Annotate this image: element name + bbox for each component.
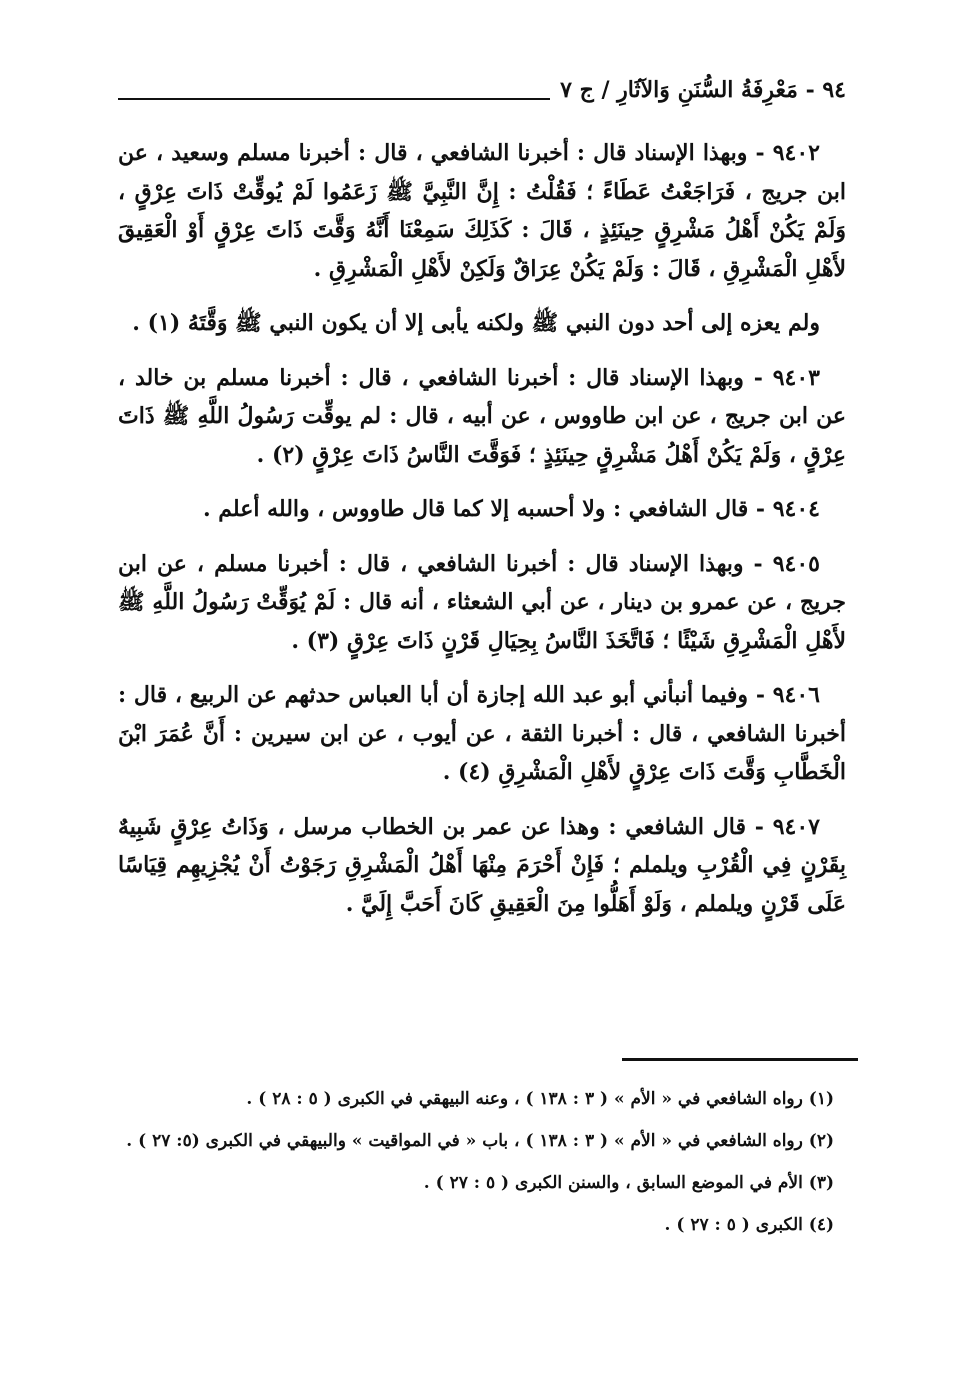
paragraph-9402: ٩٤٠٢ - وبهذا الإسناد قال : أخبرنا الشافعي ، قال : أخبرنا مسلم وسعيد ، عن ابن جريج ، فَرَاجَعْتُ عَطَاءً ؛ فَقُلْتُ : إِنَّ النَّبِيَّ ﷺ زَعَمُوا لَمْ يُوقِّتْ ذَاتَ عِرْقٍ ، وَلَمْ يَكُنْ أَهْلُ مَشْرِقٍ حِينَئِذٍ ، قَالَ : كَذَلِكَ سَمِعْنَا أَنَّهُ وَقَّتَ ذَاتَ عِرْقٍ أَوْ الْعَقِيقَ لأَهْلِ الْمَشْرِقِ ، قَالَ : وَلَمْ يَكُنْ عِرَاقٌ وَلَكِنْ لأَهْلِ الْمَشْرِقِ . <box>118 140 846 282</box>
paragraph-9405: ٩٤٠٥ - وبهذا الإسناد قال : أخبرنا الشافعي ، قال : أخبرنا مسلم ، عن ابن جريج ، عن عمرو بن دينار ، عن أبي الشعثاء ، أنه قال : لَمْ يُوَقِّتْ رَسُولُ اللَّهِ ﷺ لأَهْلِ الْمَشْرِقِ شَيْئًا ؛ فَاتَّخَذَ النَّاسُ بِحِيَالِ قَرْنٍ ذَاتَ عِرْقٍ (٣) . <box>118 550 846 654</box>
footnote-1: (١) رواه الشافعي في « الأم » ( ٣ : ١٣٨ ) ، وعنه البيهقي في الكبرى ( ٥ : ٢٨ ) . <box>246 1089 834 1109</box>
paragraph-9407: ٩٤٠٧ - قال الشافعي : وهذا عن عمر بن الخطاب مرسل ، وَذَاتُ عِرْقٍ شَبِيهٌ بِقَرْنٍ فِي الْقُرْبِ ويلملم ؛ فَإِنْ أَحْرَمَ مِنْهَا أَهْلُ الْمَشْرِقِ رَجَوْتُ أَنْ يُجْزِيهِم قِيَاسًا عَلَى قَرْنٍ ويلملم ، وَلَوْ أَهَلُّوا مِنَ الْعَقِيقِ كَانَ أَحَبَّ إِلَيَّ . <box>118 813 846 917</box>
paragraph-commentary: ولم يعزه إلى أحد دون النبي ﷺ ولكنه يأبى إلا أن يكون النبي ﷺ وَقَّتَهُ (١) . <box>132 310 820 336</box>
footnote-4: (٤) الكبرى ( ٥ : ٢٧ ) . <box>664 1215 834 1235</box>
paragraph-9406: ٩٤٠٦ - وفيما أنبأني أبو عبد الله إجازة أن أبا العباس حدثهم عن الربيع ، قال : أخبرنا الشافعي ، قال : أخبرنا الثقة ، عن أيوب ، عن ابن سيرين : أَنَّ عُمَرَ ابْنَ الْخَطَّابِ وَقَّتَ ذَاتَ عِرْقٍ لأَهْلِ الْمَشْرِقِ (٤) . <box>118 682 846 785</box>
footnote-2: (٢) رواه الشافعي في « الأم » ( ٣ : ١٣٨ ) ، باب « في المواقيت » والبيهقي في الكبرى (٥: ٢٧ ) . <box>126 1131 834 1151</box>
footnotes <box>118 1082 846 1250</box>
header-title: ٩٤ - مَعْرِفَةُ السُّنَنِ وَالآثَارِ / ج ٧ <box>560 77 846 103</box>
header-rule <box>118 98 550 100</box>
footnote-separator <box>622 1058 858 1061</box>
footnote-3: (٣) الأم في الموضع السابق ، والسنن الكبرى ( ٥ : ٢٧ ) . <box>423 1173 834 1193</box>
paragraph-9403: ٩٤٠٣ - وبهذا الإسناد قال : أخبرنا الشافعي ، قال : أخبرنا مسلم بن خالد ، عن ابن جريج ، عن ابن طاووس ، عن أبيه ، قال : لم يوقِّت رَسُولُ اللَّهِ ﷺ ذَاتَ عِرْقٍ ، وَلَمْ يَكُنْ أَهْلُ مَشْرِقٍ حِينَئِذٍ ؛ فَوَقَّتَ النَّاسُ ذَاتَ عِرْقٍ (٢) . <box>118 364 846 468</box>
running-header <box>118 70 846 106</box>
main-text <box>118 134 846 939</box>
paragraph-9404: ٩٤٠٤ - قال الشافعي : ولا أحسبه إلا كما قال طاووس ، والله أعلم . <box>202 496 820 522</box>
